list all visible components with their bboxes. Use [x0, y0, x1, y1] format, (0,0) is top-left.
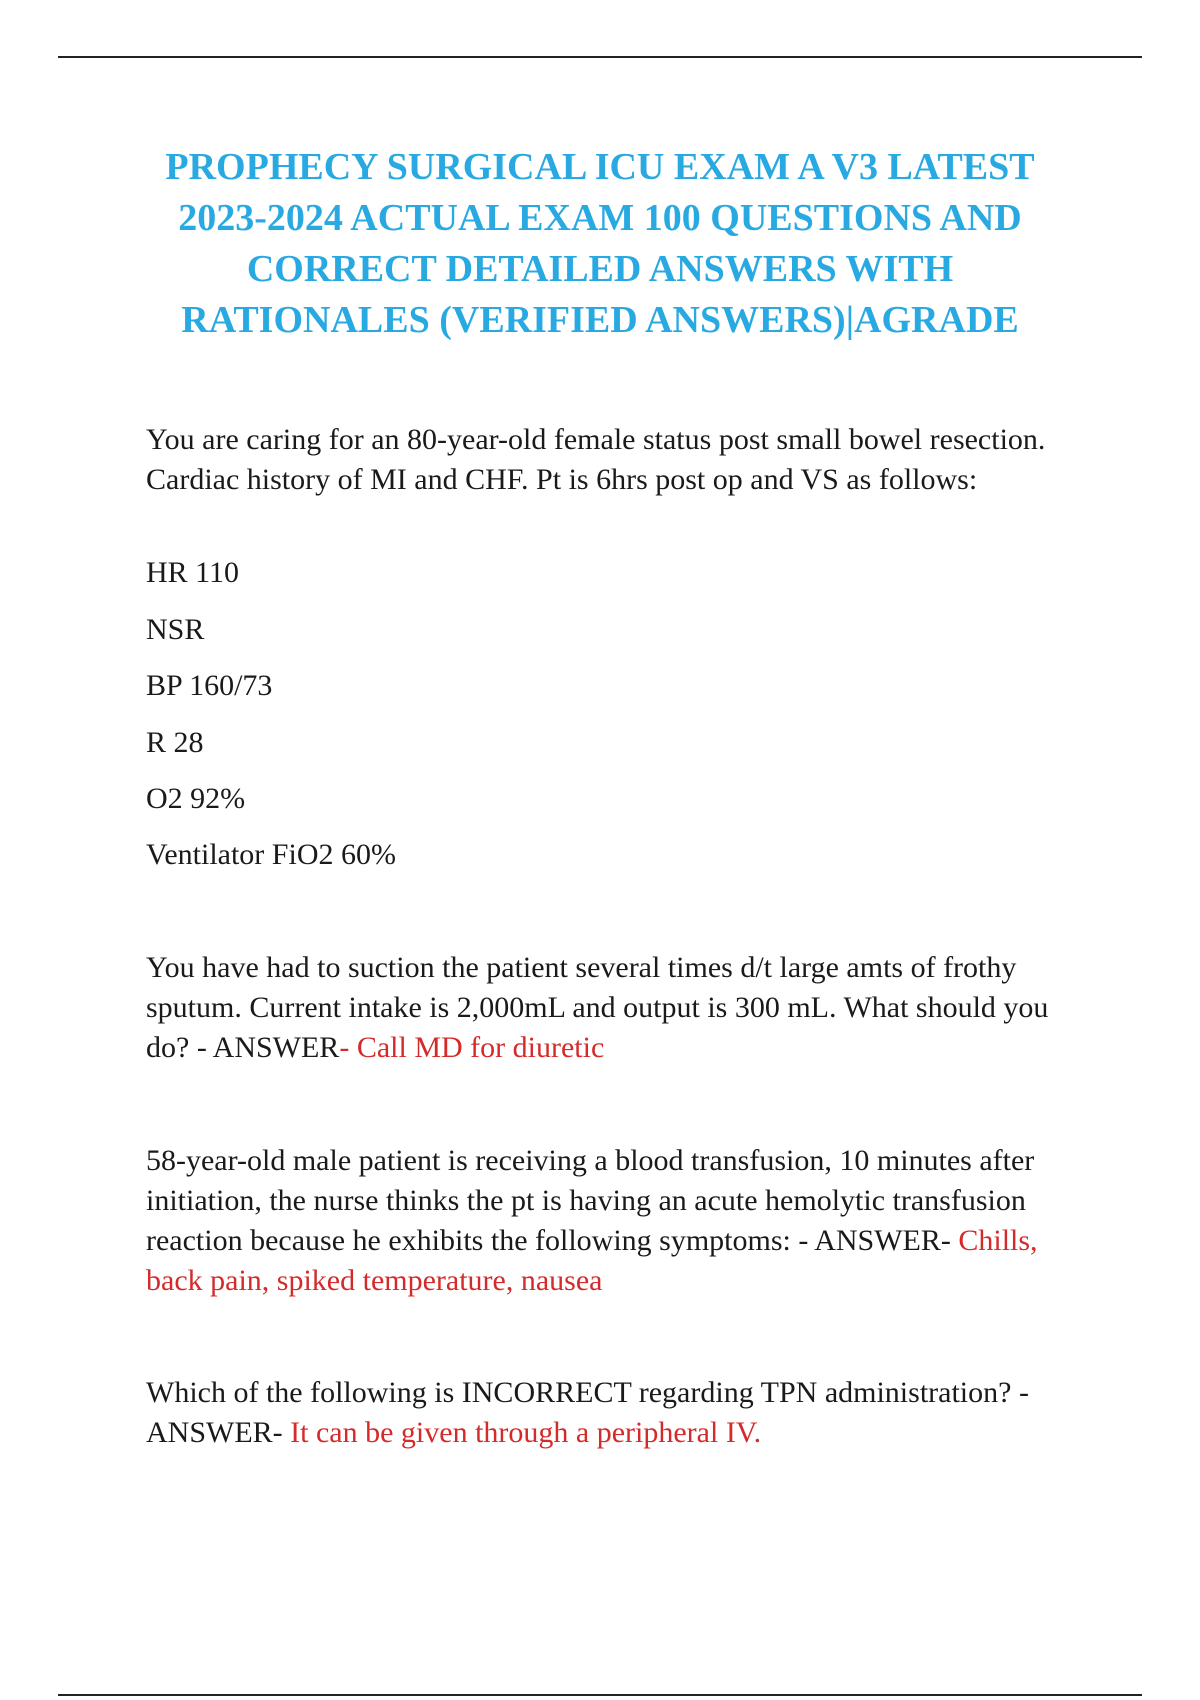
answer-text: It can be given through a peripheral IV.	[290, 1416, 762, 1449]
bottom-divider	[58, 1694, 1142, 1696]
title-line: 2023-2024 ACTUAL EXAM 100 QUESTIONS AND	[178, 197, 1022, 239]
question-text: 58-year-old male patient is receiving a blood transfusion, 10 minutes after initiation, the nurse thinks the pt is having an acute hemolytic transfusion reaction because he exhibits the following symptoms: - ANSWER-	[146, 1144, 1035, 1257]
document-title	[100, 142, 1100, 346]
vital-sign: HR 110	[146, 556, 240, 589]
scenario-intro: You are caring for an 80-year-old female status post small bowel resection. Cardiac history of MI and CHF. Pt is 6hrs post op and VS as follows:	[146, 423, 1046, 496]
title-line: CORRECT DETAILED ANSWERS WITH	[246, 248, 954, 290]
question-text: Which of the following is INCORRECT regarding TPN administration? - ANSWER-	[146, 1376, 1029, 1449]
answer-text: Chills, back pain, spiked temperature, nausea	[146, 1224, 1038, 1297]
title-line: RATIONALES (VERIFIED ANSWERS)|AGRADE	[181, 299, 1019, 341]
vital-sign: NSR	[146, 613, 205, 646]
title-line: PROPHECY SURGICAL ICU EXAM A V3 LATEST	[165, 146, 1035, 188]
top-divider	[58, 56, 1142, 58]
vital-sign: Ventilator FiO2 60%	[146, 838, 396, 871]
question-1	[146, 948, 1096, 1068]
answer-text: - Call MD for diuretic	[339, 1031, 605, 1064]
question-3	[146, 1373, 1096, 1453]
question-text: You have had to suction the patient several times d/t large amts of frothy sputum. Current intake is 2,000mL and output is 300 mL. What should you do? - ANSWER	[146, 951, 1049, 1064]
question-2	[146, 1141, 1096, 1301]
vital-sign: R 28	[146, 726, 204, 759]
vital-sign: BP 160/73	[146, 669, 273, 702]
vital-sign: O2 92%	[146, 782, 246, 815]
